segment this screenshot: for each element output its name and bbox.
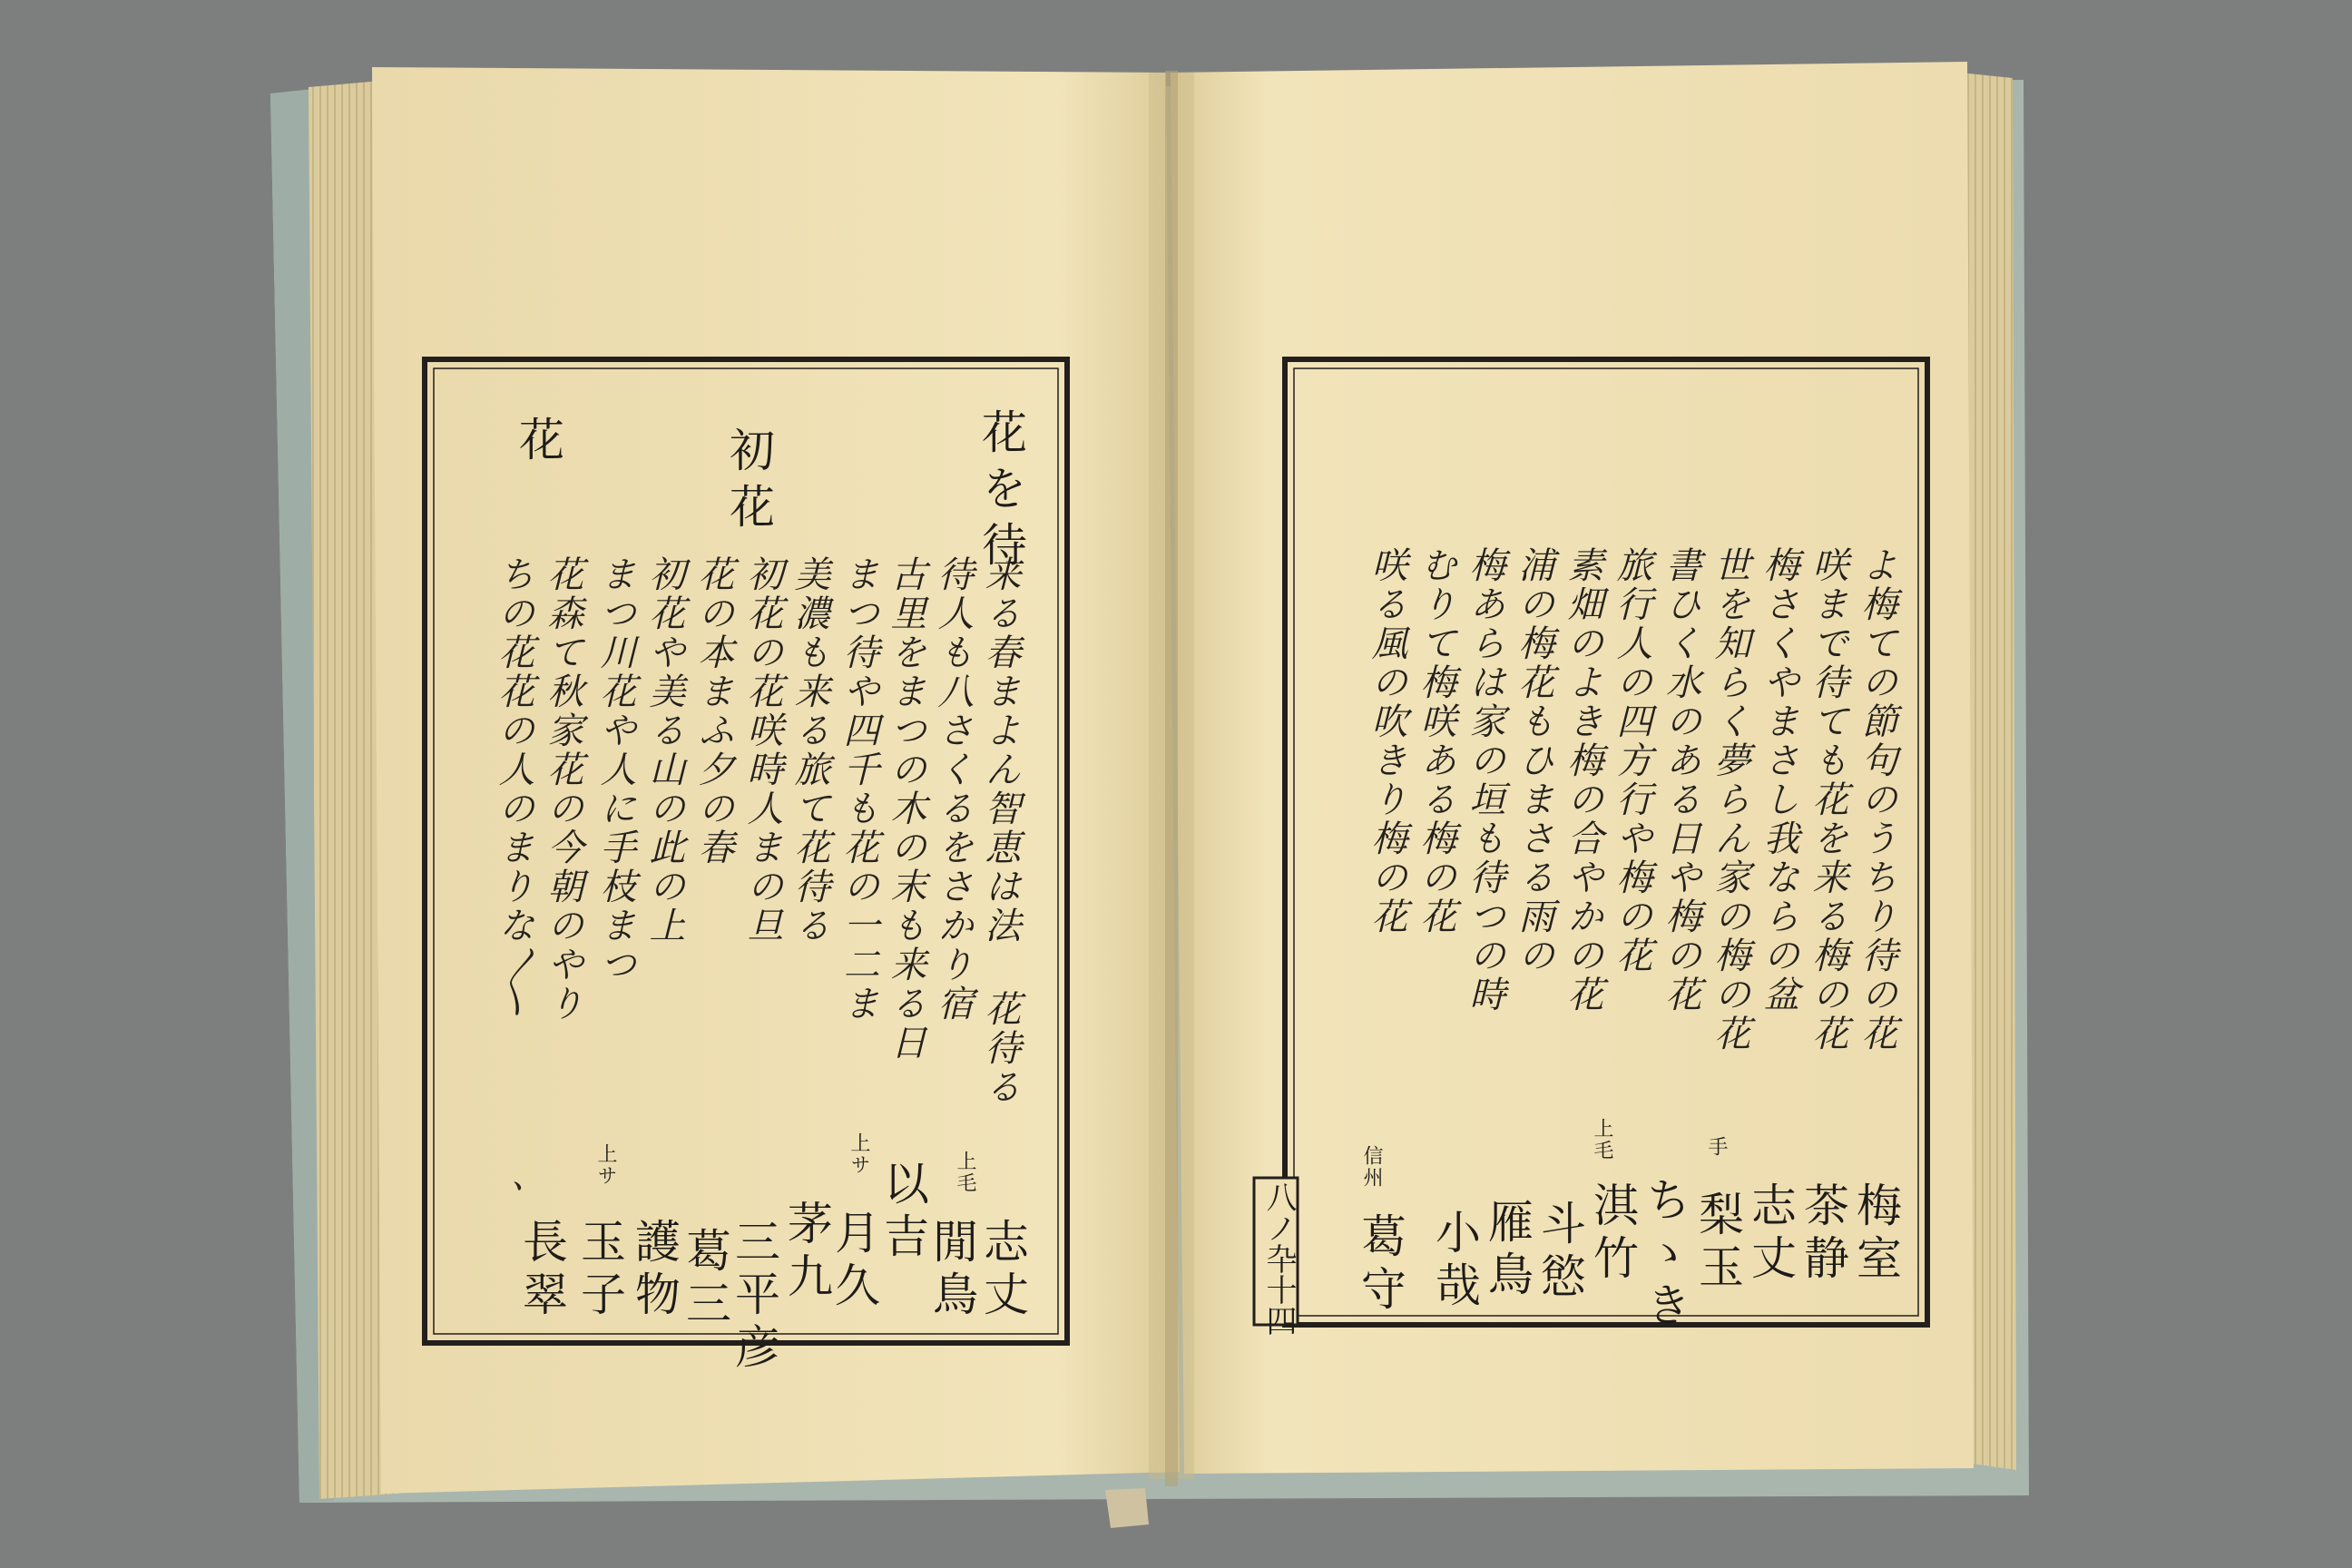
r-author-3: 志丈 xyxy=(1744,1181,1797,1287)
verse-12-mark: 、 xyxy=(476,1180,518,1219)
verse-6: 初花の花咲時人まの旦 xyxy=(741,555,783,946)
verse-4: まつ待や四千も花の一二ま xyxy=(838,555,879,1024)
r-author-10: 葛守 xyxy=(1354,1212,1406,1318)
r-verse-8: 浦の梅花もひまさる雨の xyxy=(1513,546,1554,975)
author-10: 長翠 xyxy=(515,1218,568,1323)
title-hana: 花 xyxy=(512,416,564,472)
author-4: 月久 xyxy=(828,1209,880,1314)
verse-1: 来る春まよん智恵は法 花待る xyxy=(979,555,1021,1107)
r-verse-3: 梅さくやまさし我ならの盆 xyxy=(1758,546,1799,1014)
author-8: 護物 xyxy=(628,1218,681,1323)
author-9: 玉子 xyxy=(573,1218,626,1323)
author-2: 閒鳥 xyxy=(926,1218,978,1323)
r-verse-2: 咲まで待ても花を来る梅の花 xyxy=(1807,546,1848,1054)
verse-3: 古里をまつの木の末も来る日 xyxy=(885,555,926,1063)
author-5: 茅九 xyxy=(780,1200,833,1305)
verse-11: ちの花花の人のまりな〳〵 xyxy=(493,555,534,1021)
r-verse-10: むりて梅咲ある梅の花 xyxy=(1415,546,1456,936)
verse-7: 花の本まふ夕の春 xyxy=(692,555,734,867)
r-verse-4: 世を知らく夢らん家の梅の花 xyxy=(1709,546,1750,1054)
note-4: 上サ xyxy=(848,1132,870,1176)
r-verse-9: 梅あらは家の垣も待つの時 xyxy=(1464,546,1505,1014)
verse-10: 花森て秋家花の今朝のやり xyxy=(542,555,583,1024)
note-1: 上毛 xyxy=(954,1151,976,1194)
note-9: 上サ xyxy=(594,1143,617,1187)
r-author-9: 小哉 xyxy=(1428,1209,1481,1314)
r-author-5: ちゝき xyxy=(1639,1176,1691,1334)
bookmark-tab xyxy=(1105,1488,1149,1528)
r-author-2: 茶静 xyxy=(1797,1181,1849,1287)
title-hatsuhana: 初花 xyxy=(722,426,775,539)
r-verse-5: 書ひく水のある日や梅の花 xyxy=(1660,546,1701,1014)
r-verse-6: 旅行人の四方行や梅の花 xyxy=(1611,546,1652,975)
author-6: 三平彦 xyxy=(728,1218,780,1376)
r-note-4: 手 xyxy=(1705,1136,1728,1158)
fold-label: 八ノ卆十四 xyxy=(1260,1181,1297,1336)
r-note-6: 上毛 xyxy=(1591,1118,1613,1161)
r-note-10: 信州 xyxy=(1360,1145,1383,1189)
r-author-4: 梨玉 xyxy=(1691,1191,1744,1296)
r-verse-1: よ梅ての節句のうちり待の花 xyxy=(1856,546,1897,1054)
verse-9: まつ川花や人に手枝まつ xyxy=(594,555,636,985)
title-hana-wo-matsu: 花を待 xyxy=(975,408,1027,577)
r-verse-11: 咲る風の吹きり梅の花 xyxy=(1366,546,1407,936)
author-1: 志丈 xyxy=(976,1218,1029,1323)
verse-8: 初花や美る山の此の上 xyxy=(643,555,685,946)
r-author-6: 淇竹 xyxy=(1586,1181,1639,1287)
verse-2: 待人も八さくるをさかり宿 xyxy=(932,555,974,1024)
author-7: 葛三 xyxy=(679,1227,731,1332)
r-author-1: 梅室 xyxy=(1849,1181,1902,1287)
r-author-7: 斗慾 xyxy=(1534,1200,1586,1305)
r-author-8: 雁鳥 xyxy=(1481,1198,1534,1303)
r-verse-7: 素畑のよき梅の合やかの花 xyxy=(1562,546,1603,1014)
verse-5: 美濃も来る旅て花待る xyxy=(789,555,830,946)
author-3: 以吉 xyxy=(877,1160,929,1265)
